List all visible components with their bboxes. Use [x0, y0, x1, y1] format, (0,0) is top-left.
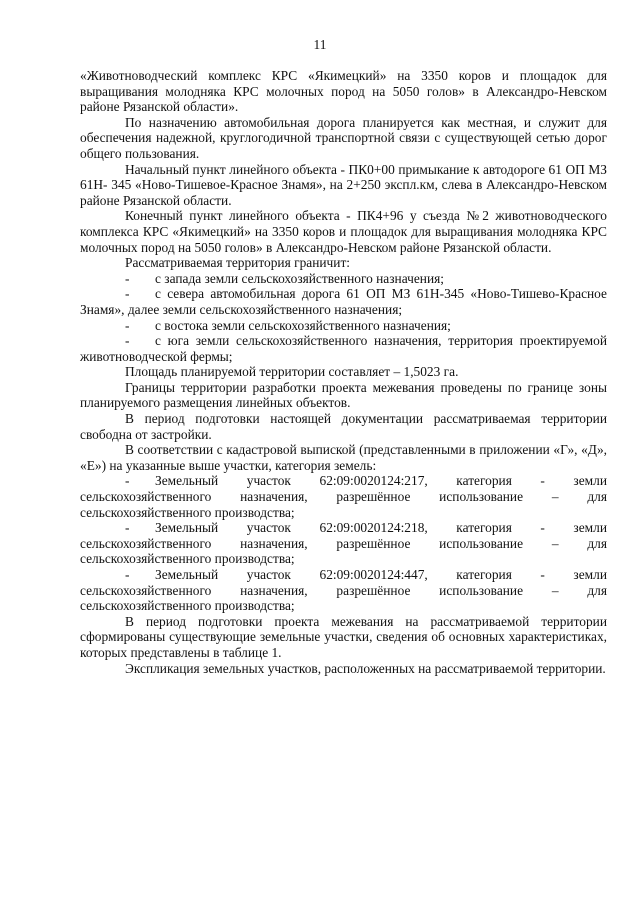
list-item-text: с севера автомобильная дорога 61 ОП МЗ 61Н-345 «Ново-Тишево-Красное Знамя», далее земли сельскохозяйственного назначения; [80, 286, 607, 317]
paragraph: По назначению автомобильная дорога планируется как местная, и служит для обеспечения надежной, круглогодичной транспортной связи с существующей сетью дорог общего пользования. [80, 114, 607, 161]
paragraph: Рассматриваемая территория граничит: [125, 255, 351, 271]
list-item-text: Земельный участок 62:09:0020124:218, категория - земли сельскохозяйственного назначения, разрешённое использование – для сельскохозяйственного производства; [80, 520, 607, 567]
paragraph: Конечный пункт линейного объекта - ПК4+96 у съезда №2 животноводческого комплекса КРС «Якимецкий» на 3350 коров и площадок для выращивания молодняка КРС молочных пород на 5050 голов» в Александро-Невском районе Рязанской области. [80, 208, 607, 255]
list-item [80, 318, 607, 334]
list-item [80, 567, 607, 614]
list-dash: - [125, 317, 130, 333]
paragraph: Площадь планируемой территории составляет – 1,5023 га. [125, 364, 459, 380]
paragraph: В период подготовки настоящей документации рассматриваемая территории свободна от застройки. [80, 411, 607, 442]
list-dash: - [125, 520, 130, 536]
paragraph: «Животноводческий комплекс КРС «Якимецкий» на 3350 коров и площадок для выращивания молодняка КРС молочных пород на 5050 голов» в Александро-Невском районе Рязанской области». [80, 68, 607, 115]
list-item [80, 271, 607, 287]
paragraph: Границы территории разработки проекта межевания проведены по границе зоны планируемого размещения линейных объектов. [80, 379, 607, 411]
paragraph: Экспликация земельных участков, расположенных на рассматриваемой территории. [125, 660, 606, 676]
list-item-text: Земельный участок 62:09:0020124:447, категория - земли сельскохозяйственного назначения, разрешённое использование – для сельскохозяйственного производства; [80, 567, 607, 614]
list-item [80, 473, 607, 520]
list-item [80, 520, 607, 567]
paragraph: В соответствии с кадастровой выпиской (представленными в приложении «Г», «Д», «Е») на указанные выше участки, категория земель: [80, 442, 607, 473]
list-dash: - [125, 270, 130, 286]
list-dash: - [125, 473, 130, 489]
list-item-text: с востока земли сельскохозяйственного назначения; [155, 317, 451, 333]
list-item [80, 333, 607, 364]
list-item-text: с юга земли сельскохозяйственного назначения, территория проектируемой животноводческой фермы; [80, 333, 607, 364]
list-dash: - [125, 333, 130, 349]
paragraph: Начальный пункт линейного объекта - ПК0+00 примыкание к автодороге 61 ОП МЗ 61Н- 345 «Ново-Тишевое-Красное Знамя», на 2+250 экспл.км, слева в Александро-Невском районе Рязанской области. [80, 161, 607, 208]
list-item [80, 286, 607, 317]
document-body [80, 68, 607, 676]
list-item-text: Земельный участок 62:09:0020124:217, категория - земли сельскохозяйственного назначения, разрешённое использование – для сельскохозяйственного производства; [80, 473, 607, 520]
list-dash: - [125, 567, 130, 582]
list-item-text: с запада земли сельскохозяйственного назначения; [155, 270, 445, 286]
page-number: 11 [313, 37, 327, 52]
list-dash: - [125, 286, 130, 302]
paragraph: В период подготовки проекта межевания на рассматриваемой территории сформированы существующие земельные участки, сведения об основных характеристиках, которых представлены в таблице 1. [80, 613, 607, 660]
